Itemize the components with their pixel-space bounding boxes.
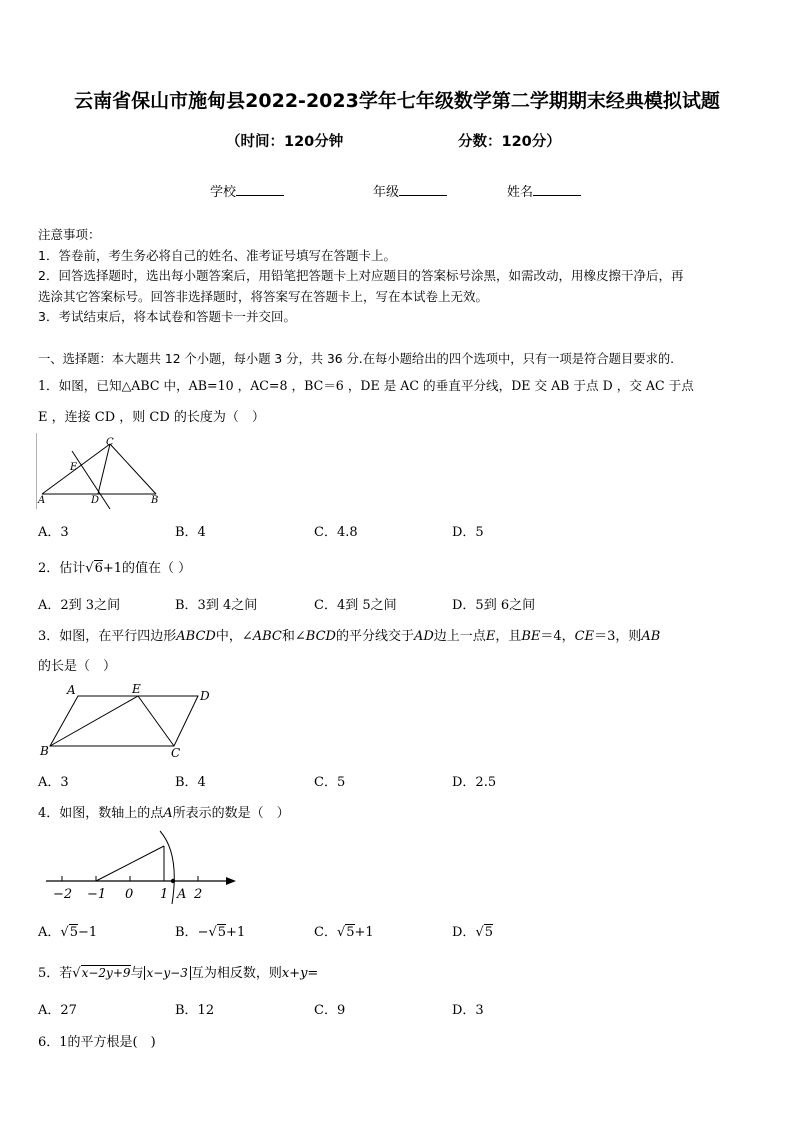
q4-option-d-letter: D． [452,925,476,940]
q1-option-c: C．4.8 [314,525,358,540]
q3-line1 [38,625,660,644]
q3-text-7: ＝4， [540,629,575,644]
q4-point-a-dot [171,879,175,883]
q4-option-c-post: +1 [354,925,374,940]
q1-option-b: B．4 [175,525,206,540]
q5-option-b: B．12 [175,1003,215,1018]
q2-option-b: B．3到 4之间 [175,598,258,613]
q4-label-m1: −1 [87,887,107,902]
q3-label-d: D [200,689,210,703]
q1-figure [36,433,166,511]
q4-label-0: 0 [125,887,134,902]
q1-label-e: E [70,462,78,473]
notice-heading: 注意事项： [38,227,101,242]
notice-item-3: 3．考试结束后，将本试卷和答题卡一并交回。 [38,309,296,324]
q4-stem [38,802,290,821]
school-blank [236,183,284,196]
q3-angle-abc: ∠ABC [241,629,282,644]
q4-option-b-post: +1 [226,925,246,940]
q3-text-2: 中， [215,629,242,644]
q2-option-c: C．4到 5之间 [314,598,397,613]
q5-text-3: 互为相反数，则 [190,966,282,981]
q5-expression: x+y [281,966,308,981]
q2-post: +1的值在（ ） [102,561,192,576]
q1-line2: E ，连接 CD ，则 CD 的长度为（ ） [38,410,265,425]
q3-seg-ce [138,696,174,746]
q4-number-line-figure [40,826,240,906]
q1-option-d: D．5 [452,525,484,540]
notice-item-2b: 选涂其它答案标号。回答非选择题时，将答案写在答题卡上，写在本试卷上无效。 [38,289,489,304]
q4-option-b-letter: B． [175,925,198,940]
q1-option-a: A．3 [38,525,69,540]
q5-radicand: x−2y+9 [81,966,131,980]
name-blank [533,183,581,196]
q1-line1: 1．如图，已知△ABC 中，AB=10 ，AC=8 ，BC＝6 ，DE 是 AC 的垂直平分线，DE 交 AB 于点 D ，交 AC 于点 [38,378,694,393]
q2-radicand: 6 [94,561,103,576]
q5-option-d: D．3 [452,1003,484,1018]
q3-text-1: 3．如图，在平行四边形 [38,629,177,644]
q3-text-4: 的平分线交于 [335,629,414,644]
q4-option-a-radicand: 5 [69,925,78,940]
q2-option-a: A．2到 3之间 [38,598,121,613]
q3-figure [38,680,218,760]
q1-label-a: A [38,495,46,506]
q4-axis-arrow [226,877,236,885]
section-1-heading: 一、选择题：本大题共 12 个小题，每小题 3 分，共 36 分.在每小题给出的四个选项中，只有一项是符合题目要求的. [38,352,675,366]
q4-label-a: A [177,887,187,902]
time-label: （时间：120分钟 [226,134,344,150]
q3-option-b: B．4 [175,775,206,790]
q1-label-c: C [106,437,114,448]
q3-option-d: D．2.5 [452,775,497,790]
q3-text-8: ＝3，则 [594,629,642,644]
q3-text-5: 边上一点 [433,629,486,644]
q3-text-6: ，且 [495,629,522,644]
q3-label-c: C [171,746,181,760]
q2-stem [38,557,191,576]
q5-stem: 5．若√x−2y+9与 x−y−3 互为相反数，则x+y= [38,966,319,981]
q4-option-d-radicand: 5 [484,925,494,940]
q4-label-m2: −2 [53,887,73,902]
score-label: 分数：120分） [458,134,561,150]
q3-label-a: A [67,683,76,697]
q3-option-a: A．3 [38,775,69,790]
q4-option-a-letter: A． [38,925,61,940]
q2-pre: 2．估计 [38,561,86,576]
q5-option-c: C．9 [314,1003,346,1018]
q3-e: E [485,629,496,644]
q5-absolute-value: x−y−3 [144,966,191,980]
grade-label: 年级 [373,185,400,200]
q3-abcd: ABCD [176,629,216,644]
name-label: 姓名 [507,185,534,200]
q3-label-e: E [132,682,141,696]
q3-option-c: C．5 [314,775,346,790]
notice-item-1: 1．答卷前，考生务必将自己的姓名、准考证号填写在答题卡上。 [38,248,396,263]
q5-text-2: 与 [130,966,144,981]
school-field [210,181,284,200]
q3-be: BE [521,629,541,644]
q4-option-a-post: −1 [77,925,98,940]
q6-stem: 6．1的平方根是( ) [38,1035,156,1050]
name-field [507,181,581,200]
q2-option-d: D．5到 6之间 [452,598,536,613]
q4-point-a: A [163,806,173,821]
q3-line2: 的长是（ ） [38,659,117,674]
q3-angle-bcd: ∠BCD [294,629,336,644]
notice-item-2a: 2．回答选择题时，选出每小题答案后，用铅笔把答题卡上对应题目的答案标号涂黑，如需改动，用橡皮擦干净后，再 [38,268,684,283]
q1-seg-bc [110,444,156,494]
grade-field [373,181,447,200]
q4-option-b-pre: − [197,925,209,940]
q1-label-d: D [91,495,100,506]
q2-radical: √6 [85,561,103,576]
q4-option-d: D．√5 [452,925,494,940]
q4-option-b: B．−√5+1 [175,925,246,940]
q4-label-2: 2 [194,887,203,902]
q3-ce: CE [574,629,595,644]
q3-label-b: B [40,744,49,758]
q1-label-b: B [151,495,159,506]
q4-option-b-radicand: 5 [217,925,227,940]
page-title: 云南省保山市施甸县2022-2023学年七年级数学第二学期期末经典模拟试题 [74,90,720,112]
q4-option-c-radicand: 5 [346,925,355,940]
q3-text-3: 和 [281,629,295,644]
q3-ad: AD [413,629,434,644]
q3-ab: AB [641,629,661,644]
q5-text-4: = [307,966,319,981]
q4-option-c: C．√5+1 [314,925,374,940]
q5-option-a: A．27 [38,1003,77,1018]
q4-option-c-letter: C． [314,925,337,940]
grade-blank [399,183,447,196]
q4-text-2: 所表示的数是（ ） [172,806,290,821]
school-label: 学校 [210,185,237,200]
q4-option-a: A．√5−1 [38,925,98,940]
q4-text-1: 4．如图，数轴上的点 [38,806,164,821]
q5-text-1: 5．若 [38,966,73,981]
q4-hypotenuse [96,846,164,881]
q3-seg-be [50,696,138,746]
q4-label-1: 1 [160,887,169,902]
